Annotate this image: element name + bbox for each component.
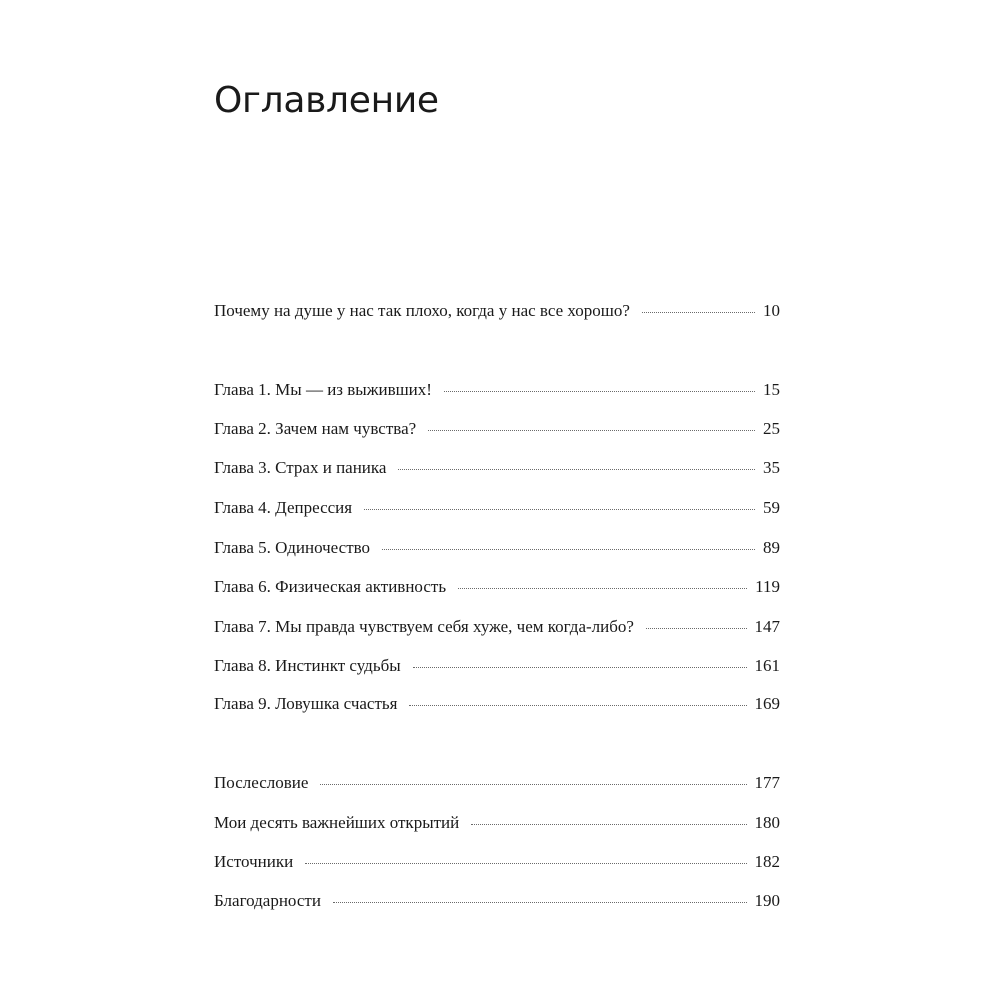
toc-entry-chapter-6	[214, 574, 780, 600]
toc-entry-label: Глава 3. Страх и паника	[214, 458, 387, 477]
toc-entry-page: 59	[763, 498, 780, 517]
dot-leader	[444, 391, 755, 392]
toc-entry-chapter-7	[214, 614, 780, 640]
dot-leader	[320, 784, 746, 785]
toc-entry-chapter-2	[214, 416, 780, 442]
toc-entry-introduction	[214, 298, 780, 324]
dot-leader	[642, 312, 755, 313]
toc-entry-label: Глава 5. Одиночество	[214, 538, 371, 557]
toc-entry-chapter-4	[214, 495, 780, 521]
toc-entry-page: 35	[763, 458, 780, 477]
toc-entry-discoveries	[214, 810, 780, 836]
toc-entry-label: Глава 1. Мы — из выживших!	[214, 380, 432, 399]
toc-entry-chapter-3	[214, 455, 780, 481]
toc-entry-page: 190	[754, 891, 780, 910]
toc-entry-page: 25	[763, 419, 780, 438]
toc-entry-chapter-8	[214, 653, 780, 679]
toc-entry-page: 119	[755, 577, 780, 596]
toc-entry-label: Глава 8. Инстинкт судьбы	[214, 656, 401, 675]
toc-entry-label: Послесловие	[214, 773, 309, 792]
dot-leader	[646, 628, 747, 629]
toc-entry-chapter-5	[214, 535, 780, 561]
toc-entry-label: Глава 4. Депрессия	[214, 498, 353, 517]
toc-entry-page: 182	[754, 852, 780, 871]
table-of-contents	[214, 0, 780, 1000]
toc-entry-page: 177	[754, 773, 780, 792]
toc-entry-page: 10	[763, 301, 780, 320]
dot-leader	[398, 469, 755, 470]
toc-entry-page: 15	[763, 380, 780, 399]
dot-leader	[333, 902, 747, 903]
toc-entry-page: 161	[754, 656, 780, 675]
toc-entry-page: 180	[754, 813, 780, 832]
dot-leader	[413, 667, 747, 668]
toc-entry-page: 147	[754, 617, 780, 636]
toc-entry-afterword	[214, 770, 780, 796]
dot-leader	[305, 863, 746, 864]
toc-entry-label: Мои десять важнейших открытий	[214, 813, 460, 832]
toc-entry-acknowledgements	[214, 888, 780, 914]
toc-entry-label: Глава 7. Мы правда чувствуем себя хуже, чем когда-либо?	[214, 617, 634, 636]
toc-entry-label: Глава 6. Физическая активность	[214, 577, 447, 596]
dot-leader	[382, 549, 755, 550]
toc-entry-label: Источники	[214, 852, 294, 871]
toc-entry-page: 169	[754, 694, 780, 713]
dot-leader	[471, 824, 746, 825]
dot-leader	[409, 705, 746, 706]
dot-leader	[364, 509, 755, 510]
dot-leader	[458, 588, 747, 589]
toc-entry-chapter-1	[214, 377, 780, 403]
toc-entry-chapter-9	[214, 691, 780, 717]
toc-entry-label: Глава 2. Зачем нам чувства?	[214, 419, 417, 438]
dot-leader	[428, 430, 755, 431]
toc-entry-label: Глава 9. Ловушка счастья	[214, 694, 398, 713]
toc-entry-label: Благодарности	[214, 891, 321, 910]
toc-entry-page: 89	[763, 538, 780, 557]
page-title: Оглавление	[214, 80, 439, 121]
toc-entry-label: Почему на душе у нас так плохо, когда у нас все хорошо?	[214, 301, 630, 320]
toc-entry-sources	[214, 849, 780, 875]
